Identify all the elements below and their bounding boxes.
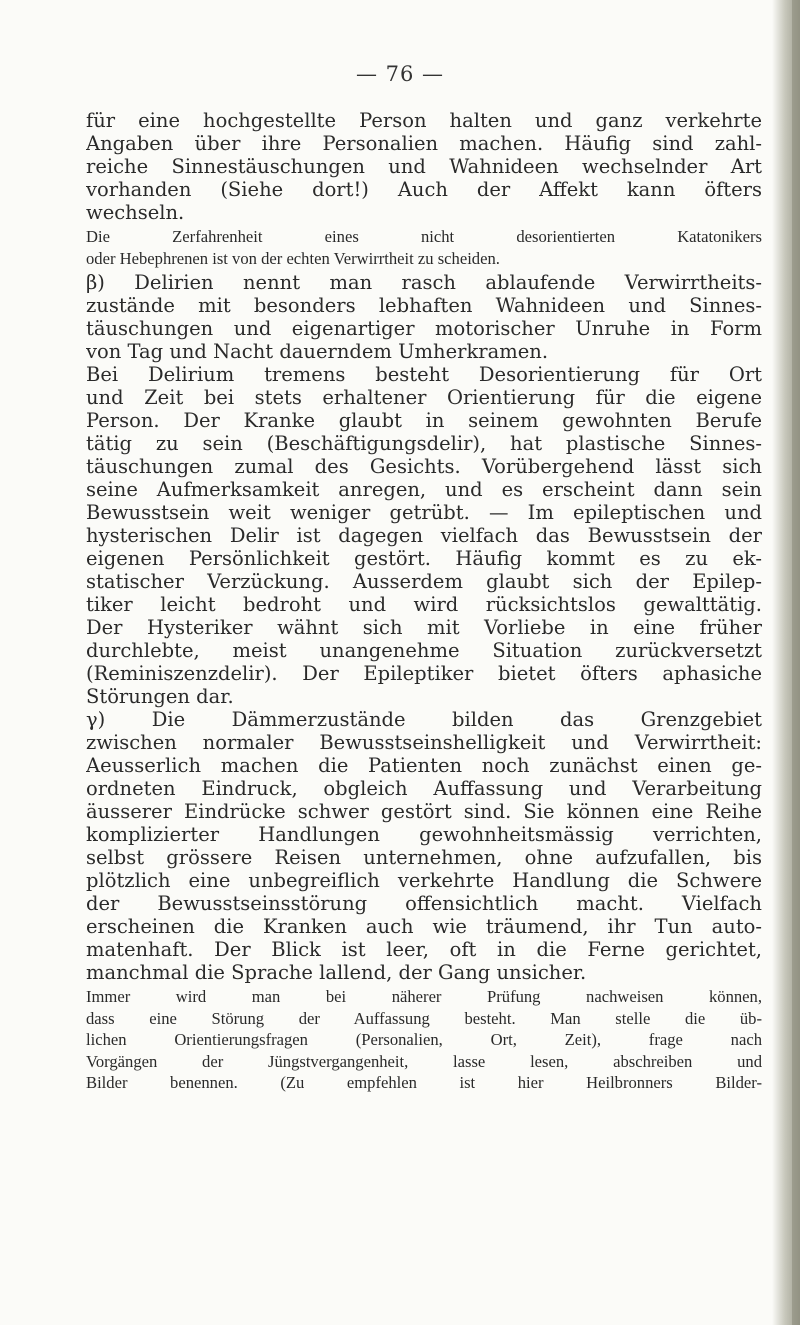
text-line: matenhaft. Der Blick ist leer, oft in die Ferne gerichtet, <box>86 938 762 961</box>
text-line: Aeusserlich machen die Patienten noch zunächst einen ge- <box>86 754 762 777</box>
text-line: reiche Sinnestäuschungen und Wahnideen wechselnder Art <box>86 155 762 178</box>
text-line: erscheinen die Kranken auch wie träumend, ihr Tun auto- <box>86 915 762 938</box>
text-line: γ) Die Dämmerzustände bilden das Grenzgebiet <box>86 708 762 731</box>
text-line: äusserer Eindrücke schwer gestört sind. Sie können eine Reihe <box>86 800 762 823</box>
text-line: manchmal die Sprache lallend, der Gang unsicher. <box>86 961 587 984</box>
text-line: tätig zu sein (Beschäftigungsdelir), hat plastische Sinnes- <box>86 432 762 455</box>
small-print-line: Die Zerfahrenheit eines nicht desorientierten Katatonikers <box>86 227 762 246</box>
text-line: täuschungen und eigenartiger motorischer Unruhe in Form <box>86 317 762 340</box>
text-line: komplizierter Handlungen gewohnheitsmässig verrichten, <box>86 823 762 846</box>
text-line: zwischen normaler Bewusstseinshelligkeit und Verwirrtheit: <box>86 731 762 754</box>
text-line: hysterischen Delir ist dagegen vielfach das Bewusstsein der <box>86 524 762 547</box>
text-line: Der Hysteriker wähnt sich mit Vorliebe in eine früher <box>86 616 762 639</box>
text-line: von Tag und Nacht dauerndem Umherkramen. <box>86 340 549 363</box>
text-line: vorhanden (Siehe dort!) Auch der Affekt kann öfters <box>86 178 762 201</box>
text-line: seine Aufmerksamkeit anregen, und es erscheint dann sein <box>86 478 762 501</box>
text-line: der Bewusstseinsstörung offensichtlich macht. Vielfach <box>86 892 762 915</box>
text-line: durchlebte, meist unangenehme Situation zurückversetzt <box>86 639 762 662</box>
text-line: Angaben über ihre Personalien machen. Häufig sind zahl- <box>86 132 762 155</box>
small-print-line: lichen Orientierungsfragen (Personalien, Ort, Zeit), frage nach <box>86 1030 762 1049</box>
text-line: Bei Delirium tremens besteht Desorientierung für Ort <box>86 363 762 386</box>
text-line: wechseln. <box>86 201 185 224</box>
text-line: Störungen dar. <box>86 685 234 708</box>
small-print-line: Bilder benennen. (Zu empfehlen ist hier Heilbronners Bilder- <box>86 1073 762 1092</box>
text-line: für eine hochgestellte Person halten und ganz verkehrte <box>86 109 762 132</box>
small-print-line: oder Hebephrenen ist von der echten Verwirrtheit zu scheiden. <box>86 248 500 268</box>
page-edge-dark-strip <box>792 0 800 1325</box>
text-line: β) Delirien nennt man rasch ablaufende Verwirrtheits- <box>86 271 762 294</box>
text-line: zustände mit besonders lebhaften Wahnideen und Sinnes- <box>86 294 762 317</box>
text-line: selbst grössere Reisen unternehmen, ohne aufzufallen, bis <box>86 846 762 869</box>
text-line: täuschungen zumal des Gesichts. Vorübergehend lässt sich <box>86 455 762 478</box>
small-print-line: Vorgängen der Jüngstvergangenheit, lasse lesen, abschreiben und <box>86 1051 762 1071</box>
text-line: statischer Verzückung. Ausserdem glaubt sich der Epilep- <box>86 570 762 593</box>
text-line: Person. Der Kranke glaubt in seinem gewohnten Berufe <box>86 409 762 432</box>
text-line: eigenen Persönlichkeit gestört. Häufig kommt es zu ek- <box>86 547 762 570</box>
small-print-line: dass eine Störung der Auffassung besteht. Man stelle die üb- <box>86 1008 762 1028</box>
text-line: Bewusstsein weit weniger getrübt. — Im epileptischen und <box>86 501 762 524</box>
text-line: und Zeit bei stets erhaltener Orientierung für die eigene <box>86 386 762 409</box>
text-line: plötzlich eine unbegreiflich verkehrte Handlung die Schwere <box>86 869 762 892</box>
body-text <box>86 109 762 1094</box>
text-line: ordneten Eindruck, obgleich Auffassung und Verarbeitung <box>86 777 762 800</box>
small-print-line: Immer wird man bei näherer Prüfung nachweisen können, <box>86 987 762 1006</box>
text-line: (Reminiszenzdelir). Der Epileptiker bietet öfters aphasiche <box>86 662 762 685</box>
text-line: tiker leicht bedroht und wird rücksichtslos gewalttätig. <box>86 593 762 616</box>
page-number: — 76 — <box>355 62 445 86</box>
